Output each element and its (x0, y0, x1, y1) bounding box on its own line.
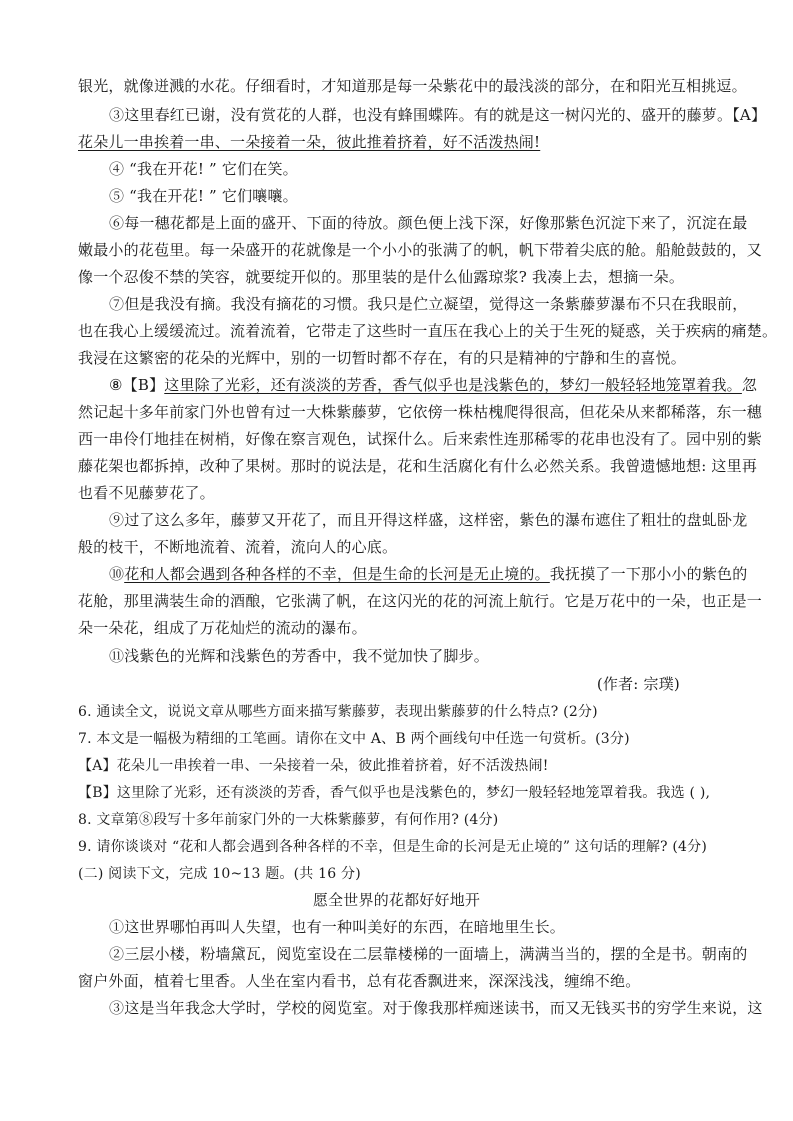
section-2-paragraph-1: ①这世界哪怕再叫人失望，也有一种叫美好的东西，在暗地里生长。 (109, 918, 566, 936)
paragraph-8-line-1 (109, 375, 758, 395)
question-7-option-b: 【B】这里除了光彩，还有淡淡的芳香，香气似乎也是浅紫色的，梦幻一般轻轻地笼罩着我。我选 ( ), (78, 785, 711, 801)
paragraph-10-number: ⑩ (109, 565, 125, 583)
paragraph-9-line: 般的枝干，不断地流着、流着，流向人的心底。 (78, 538, 398, 556)
question-9: 9. 请你谈谈对 “花和人都会遇到各种各样的不幸，但是生命的长河是无止境的” 这句话的理解? (4分) (78, 839, 708, 855)
paragraph-10-line-1 (109, 564, 748, 584)
paragraph-8-line: 西一串伶仃地挂在树梢，好像在察言观色，试探什么。后来索性连那稀零的花串也没有了。园中别的紫 (78, 430, 763, 448)
paragraph-3-text: ③这里春红已谢，没有赏花的人群，也没有蜂围蝶阵。有的就是这一树闪光的、盛开的藤萝。 (109, 106, 733, 124)
underlined-sentence-a: 花朵儿一串挨着一串、一朵接着一朵，彼此推着挤着，好不活泼热闹! (78, 133, 541, 151)
section-2-paragraph-2-line: 窗户外面，植着七里香。人坐在室内看书，总有花香飘进来，深深浅浅，缠绵不绝。 (78, 972, 641, 990)
underlined-sentence-b: 这里除了光彩，还有淡淡的芳香，香气似乎也是浅紫色的，梦幻一般轻轻地笼罩着我。 (164, 376, 742, 394)
paragraph-8-line: 也看不见藤萝花了。 (78, 484, 215, 502)
paragraph-8-line: 藤花架也都拆掉，改种了果树。那时的说法是，花和生活腐化有什么必然关系。我曾遗憾地想: 这里再 (78, 457, 758, 475)
paragraph-3-line-1 (109, 105, 767, 125)
section-2-header: (二) 阅读下文，完成 10~13 题。(共 16 分) (78, 866, 361, 882)
marker-a: 【A】 (732, 106, 767, 124)
author-line: (作者: 宗璞) (596, 675, 680, 693)
question-8: 8. 文章第⑧段写十多年前家门外的一大株紫藤萝，有何作用? (4分) (78, 812, 499, 828)
paragraph-5: ⑤ “我在开花! ” 它们嚷嚷。 (109, 187, 298, 205)
paragraph-6-line: ⑥每一穗花都是上面的盛开、下面的待放。颜色便上浅下深，好像那紫色沉淀下来了，沉淀在最 (109, 214, 748, 232)
paragraph-6-line: 像一个忍俊不禁的笑容，就要绽开似的。那里装的是什么仙露琼浆? 我凑上去，想摘一朵。 (78, 268, 685, 286)
paragraph-7-line: ⑦但是我没有摘。我没有摘花的习惯。我只是伫立凝望，觉得这一条紫藤萝瀑布不只在我眼前， (109, 295, 748, 313)
paragraph-4: ④ “我在开花! ” 它们在笑。 (109, 160, 298, 178)
paragraph-10-line: 朵一朵花，组成了万花灿烂的流动的瀑布。 (78, 619, 367, 637)
paragraph-6-line: 嫩最小的花苞里。每一朵盛开的花就像是一个小小的张满了的帆，帆下带着尖底的舱。船舱鼓鼓的，又 (78, 241, 763, 259)
section-2-paragraph-2-line: ②三层小楼，粉墙黛瓦，阅览室设在二层靠楼梯的一面墙上，满满当当的，摆的全是书。朝南的 (109, 945, 748, 963)
paragraph-2-tail: 银光，就像迸溅的水花。仔细看时，才知道那是每一朵紫花中的最浅淡的部分，在和阳光互相挑逗。 (78, 77, 747, 95)
paragraph-7-line: 也在我心上缓缓流过。流着流着，它带走了这些时一直压在我心上的关于生死的疑惑，关于疾病的痛楚。 (78, 322, 778, 340)
underlined-sentence-life: 花和人都会遇到各种各样的不幸，但是生命的长河是无止境的。 (124, 565, 550, 583)
paragraph-10-line: 花舱，那里满装生命的酒酿，它张满了帆，在这闪光的花的河流上航行。它是万花中的一朵，也正是一 (78, 592, 763, 610)
question-7: 7. 本文是一幅极为精细的工笔画。请你在文中 A、B 两个画线句中任选一句赏析。(3分) (78, 731, 630, 747)
paragraph-8-text: 忽 (741, 376, 758, 394)
section-2-paragraph-3-line: ③这是当年我念大学时，学校的阅览室。对于像我那样痴迷读书，而又无钱买书的穷学生来说，这 (109, 999, 763, 1017)
paragraph-11: ⑪浅紫色的光辉和浅紫色的芳香中，我不觉加快了脚步。 (109, 647, 490, 665)
paragraph-9-line: ⑨过了这么多年，藤萝又开花了，而且开得这样盛，这样密，紫色的瀑布遮住了粗壮的盘虬卧龙 (109, 511, 748, 529)
paragraph-8-line: 然记起十多年前家门外也曾有过一大株紫藤萝，它依傍一株枯槐爬得很高，但花朵从来都稀落，东一穗 (78, 403, 763, 421)
marker-b: ⑧【B】 (109, 376, 165, 394)
question-6: 6. 通读全文，说说文章从哪些方面来描写紫藤萝，表现出紫藤萝的什么特点? (2分) (78, 704, 598, 720)
paragraph-7-line: 我浸在这繁密的花朵的光辉中，别的一切暂时都不存在，有的只是精神的宁静和生的喜悦。 (78, 349, 687, 367)
paragraph-10-text: 我抚摸了一下那小小的紫色的 (549, 565, 748, 583)
question-7-option-a: 【A】花朵儿一串挨着一串、一朵接着一朵，彼此推着挤着，好不活泼热闹! (78, 758, 549, 774)
section-2-title: 愿全世界的花都好好地开 (312, 891, 481, 909)
